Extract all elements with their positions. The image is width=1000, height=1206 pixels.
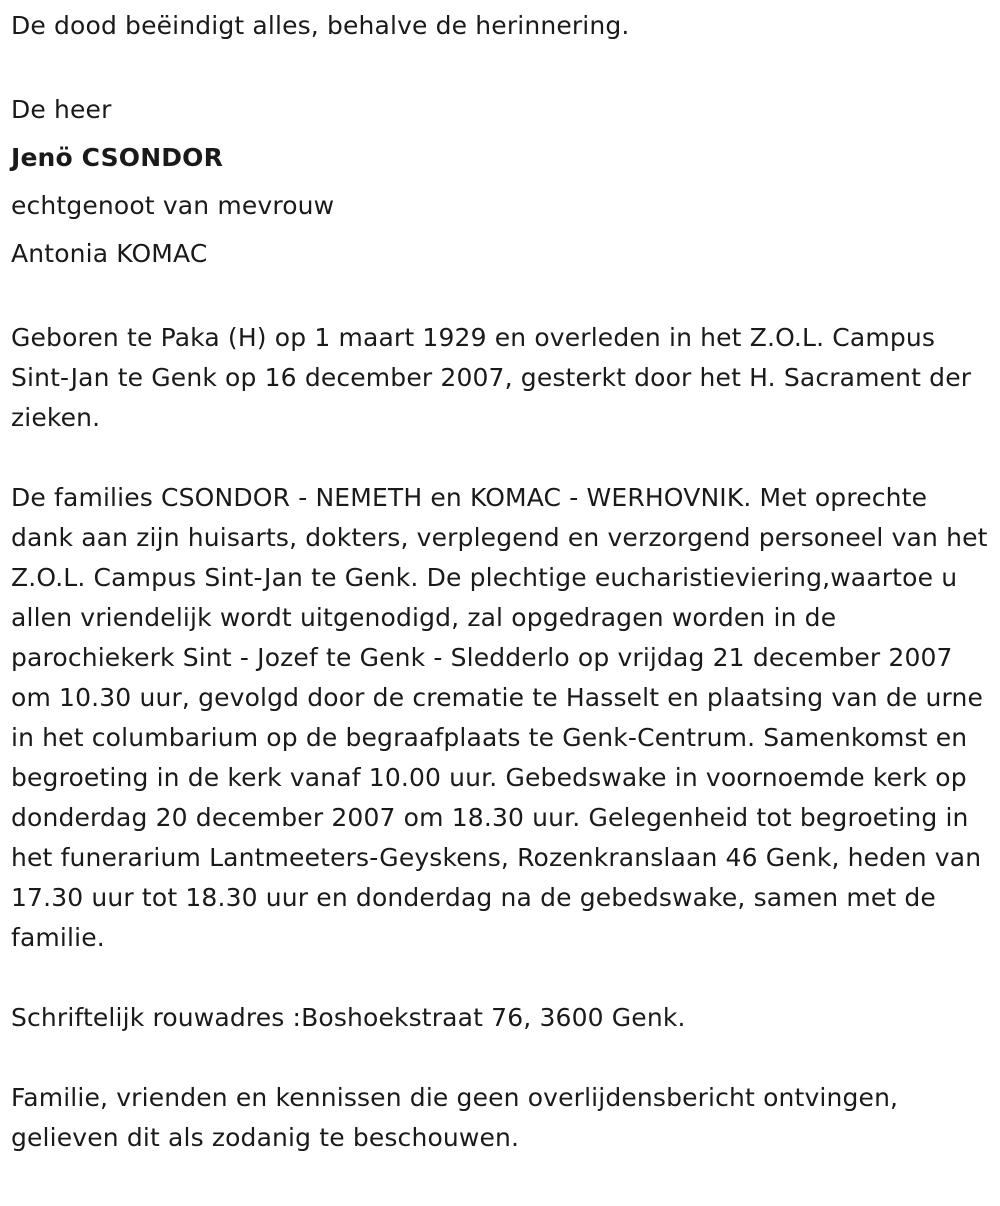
spouse-name: Antonia KOMAC	[11, 239, 208, 268]
salutation: De heer	[11, 95, 112, 124]
spacer	[11, 958, 996, 998]
obituary-document	[11, 6, 996, 1158]
spacer	[11, 1038, 996, 1078]
deceased-name: Jenö CSONDOR	[11, 143, 223, 172]
families-paragraph: De families CSONDOR - NEMETH en KOMAC - WERHOVNIK. Met oprechte dank aan zijn huisarts, dokters, verplegend en verzorgend personeel van het Z.O.L. Campus Sint-Jan te Genk. De plechtige eucharistieviering,waartoe u allen vriendelijk wordt uitgenodigd, zal opgedragen worden in de parochiekerk Sint - Jozef te Genk - Sledderlo op vrijdag 21 december 2007 om 10.30 uur, gevolgd door de crematie te Hasselt en plaatsing van de urne in het columbarium op de begraafplaats te Genk-Centrum. Samenkomst en begroeting in de kerk vanaf 10.00 uur. Gebedswake in voornoemde kerk op donderdag 20 december 2007 om 18.30 uur. Gelegenheid tot begroeting in het funerarium Lantmeeters-Geyskens, Rozenkranslaan 46 Genk, heden van 17.30 uur tot 18.30 uur en donderdag na de gebedswake, samen met de familie.	[11, 483, 988, 952]
birth-death-paragraph: Geboren te Paka (H) op 1 maart 1929 en overleden in het Z.O.L. Campus Sint-Jan te Genk op 16 december 2007, gesterkt door het H. Sacrament der zieken.	[11, 323, 972, 432]
address-line: Schriftelijk rouwadres :Boshoekstraat 76, 3600 Genk.	[11, 1003, 686, 1032]
spacer	[11, 438, 996, 478]
closing-paragraph: Familie, vrienden en kennissen die geen overlijdensbericht ontvingen, gelieven dit als zodanig te beschouwen.	[11, 1083, 899, 1152]
motto: De dood beëindigt alles, behalve de herinnering.	[11, 11, 630, 40]
relation: echtgenoot van mevrouw	[11, 191, 335, 220]
spacer	[11, 278, 996, 318]
spacer	[11, 46, 996, 86]
